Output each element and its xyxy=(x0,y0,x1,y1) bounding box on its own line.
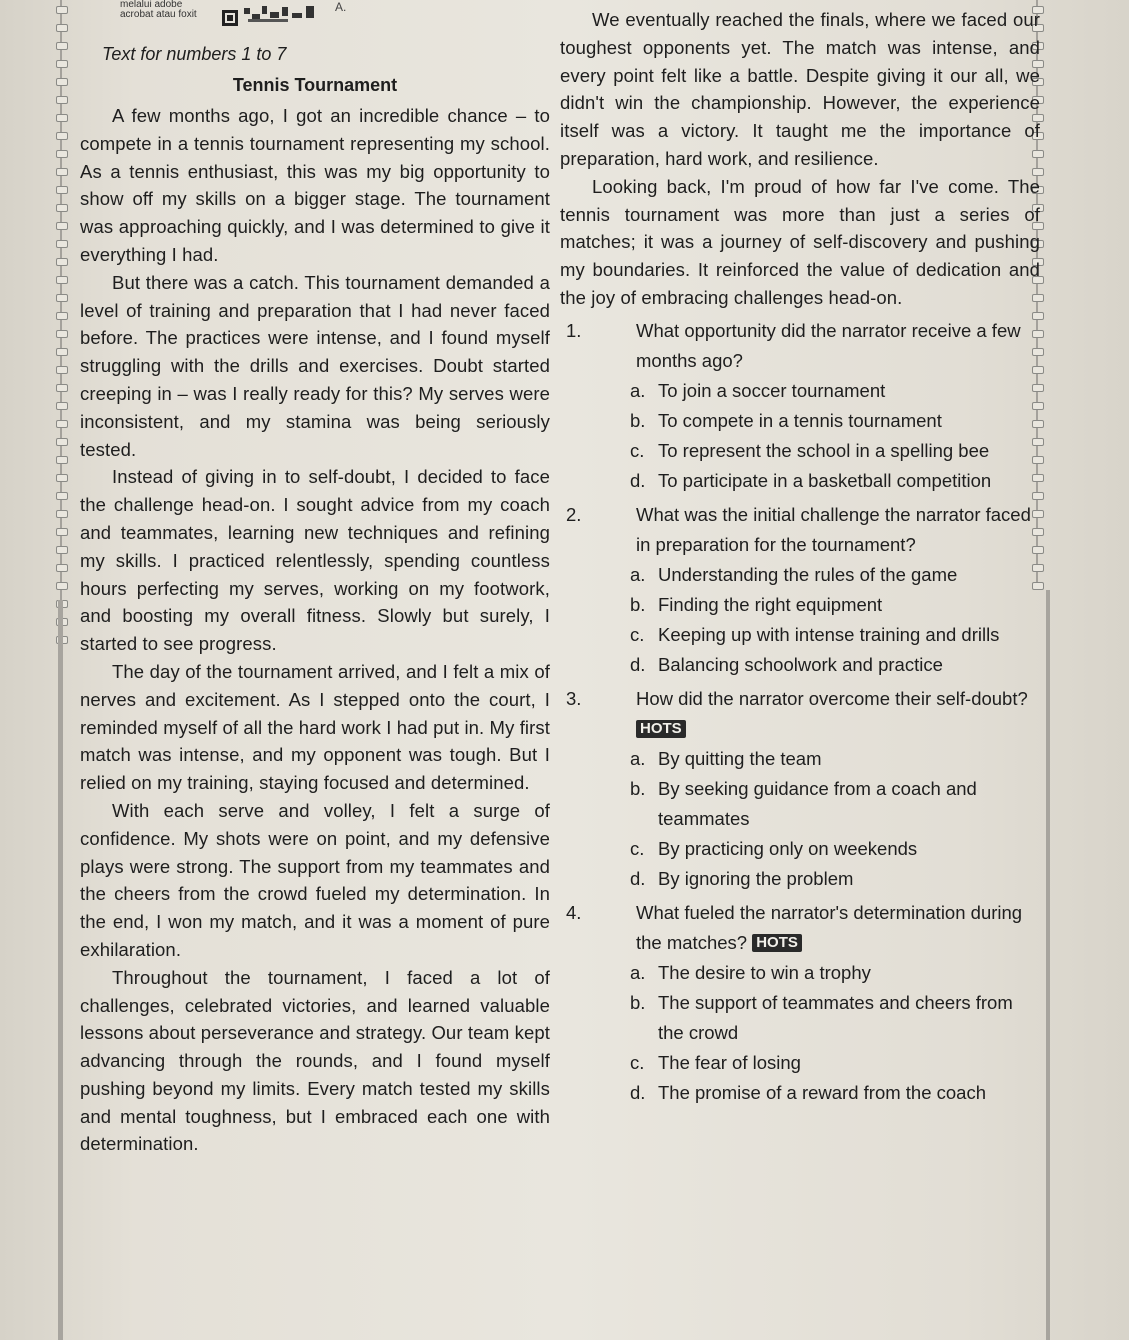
binding-ring xyxy=(56,258,68,266)
option-text: By seeking guidance from a coach and teammates xyxy=(658,777,977,829)
option-letter: a. xyxy=(630,961,646,983)
binding-ring xyxy=(56,60,68,68)
option-text: By practicing only on weekends xyxy=(658,837,918,859)
paragraph-6: Throughout the tournament, I faced a lot of challenges, celebrated victories, and learned valuable lessons about perseverance and strategy. Our team kept advancing through the rounds, and I found myself pushing beyond my limits. Every match tested my skills and mental toughness, but I embraced each one with determination. xyxy=(80,966,550,1155)
answer-option[interactable] xyxy=(560,864,1040,894)
option-text: To represent the school in a spelling bee xyxy=(658,439,990,461)
binding-ring xyxy=(56,276,68,284)
binding-ring xyxy=(56,474,68,482)
option-letter: c. xyxy=(630,439,645,461)
binding-ring xyxy=(56,96,68,104)
paragraph-7: We eventually reached the finals, where we faced our toughest opponents yet. The match was intense, and every point felt like a battle. Despite giving it our all, we didn't win the championship. However, the experience itself was a victory. It taught me the importance of preparation, hard work, and resilience. xyxy=(560,9,1040,169)
header-line-2: acrobat atau foxit xyxy=(120,9,197,20)
question-text: What fueled the narrator's determination during the matches? xyxy=(636,901,1023,953)
paragraph-1: A few months ago, I got an incredible chance – to compete in a tennis tournament representing my school. As a tennis enthusiast, this was my big opportunity to show off my skills on a bigger stage. The tournament was approaching quickly, and I was determined to give it everything I had. xyxy=(80,105,550,265)
answer-option[interactable] xyxy=(560,590,1040,620)
header-corner-mark: A. xyxy=(335,0,347,14)
reading-column-left xyxy=(80,44,550,1158)
answer-option[interactable] xyxy=(560,560,1040,590)
binding-ring xyxy=(56,222,68,230)
binding-ring xyxy=(56,348,68,356)
reading-column-right xyxy=(560,6,1040,1108)
answer-option[interactable] xyxy=(560,376,1040,406)
question-number: 2. xyxy=(566,503,582,525)
answer-option[interactable] xyxy=(560,466,1040,496)
page-edge-left xyxy=(58,600,63,1340)
question-number: 3. xyxy=(566,687,582,709)
answer-option[interactable] xyxy=(560,988,1040,1048)
option-letter: c. xyxy=(630,1051,645,1073)
question-text: How did the narrator overcome their self-doubt? xyxy=(636,687,1028,709)
question-text: What was the initial challenge the narrator faced in preparation for the tournament? xyxy=(636,503,1031,555)
option-letter: a. xyxy=(630,379,646,401)
binding-ring xyxy=(56,546,68,554)
option-text: The fear of losing xyxy=(658,1051,801,1073)
page-header-note xyxy=(120,0,197,20)
option-text: Keeping up with intense training and drills xyxy=(658,623,1000,645)
binding-ring xyxy=(56,240,68,248)
question-number: 4. xyxy=(566,901,582,923)
binding-ring xyxy=(56,402,68,410)
paragraph-4: The day of the tournament arrived, and I felt a mix of nerves and excitement. As I stepped onto the court, I reminded myself of all the hard work I had put in. My first match was intense, and my opponent was tough. But I relied on my training, staying focused and determined. xyxy=(80,660,550,794)
binding-ring xyxy=(56,186,68,194)
option-text: To join a soccer tournament xyxy=(658,379,886,401)
option-letter: a. xyxy=(630,747,646,769)
answer-option[interactable] xyxy=(560,436,1040,466)
question-4 xyxy=(560,898,1040,1108)
binding-ring xyxy=(56,78,68,86)
question-list xyxy=(560,316,1040,1108)
option-letter: d. xyxy=(630,1081,646,1103)
answer-option[interactable] xyxy=(560,958,1040,988)
paragraph-8: Looking back, I'm proud of how far I've come. The tennis tournament was more than just a series of matches; it was a journey of self-discovery and pushing my boundaries. It reinforced the value of dedication and the joy of embracing challenges head-on. xyxy=(560,175,1040,308)
question-2 xyxy=(560,500,1040,680)
binding-ring xyxy=(56,528,68,536)
option-text: By quitting the team xyxy=(658,747,822,769)
option-letter: b. xyxy=(630,409,646,431)
binding-ring xyxy=(56,330,68,338)
option-letter: b. xyxy=(630,593,646,615)
question-3 xyxy=(560,684,1040,894)
article-title: Tennis Tournament xyxy=(232,75,398,95)
binding-ring xyxy=(56,132,68,140)
binding-ring xyxy=(56,168,68,176)
binding-ring xyxy=(56,456,68,464)
binding-ring xyxy=(56,6,68,14)
option-letter: c. xyxy=(630,623,645,645)
binding-ring xyxy=(56,114,68,122)
option-text: The desire to win a trophy xyxy=(658,961,871,983)
header-line-1: melalui adobe xyxy=(120,0,183,10)
binding-ring xyxy=(56,510,68,518)
binding-ring xyxy=(56,42,68,50)
binding-ring xyxy=(56,204,68,212)
option-text: The promise of a reward from the coach xyxy=(658,1081,987,1103)
hots-badge: HOTS xyxy=(636,720,686,738)
question-text: What opportunity did the narrator receive a few months ago? xyxy=(636,319,1021,371)
hots-badge: HOTS xyxy=(752,934,802,952)
answer-option[interactable] xyxy=(560,620,1040,650)
paragraph-3: Instead of giving in to self-doubt, I decided to face the challenge head-on. I sought advice from my coach and teammates, learning new techniques and refining my skills. I practiced relentlessly, spending countless hours perfecting my serves, working on my footwork, and boosting my overall fitness. Slowly but surely, I started to see progress. xyxy=(80,466,550,655)
answer-option[interactable] xyxy=(560,774,1040,834)
option-text: To compete in a tennis tournament xyxy=(658,409,942,431)
question-1 xyxy=(560,316,1040,496)
answer-option[interactable] xyxy=(560,834,1040,864)
binding-ring xyxy=(56,582,68,590)
paragraph-2: But there was a catch. This tournament demanded a level of training and preparation that I had never faced before. The practices were intense, and I found myself struggling with the drills and exercises. Doubt started creeping in – was I really ready for this? My serves were inconsistent, and my stamina was being seriously tested. xyxy=(80,271,550,460)
binding-ring xyxy=(56,438,68,446)
binding-ring xyxy=(56,294,68,302)
option-text: The support of teammates and cheers from the crowd xyxy=(658,991,1013,1043)
page-edge-right xyxy=(1046,590,1050,1340)
option-letter: b. xyxy=(630,777,646,799)
question-number: 1. xyxy=(566,319,582,341)
binding-ring xyxy=(56,24,68,32)
option-text: Balancing schoolwork and practice xyxy=(658,653,943,675)
qr-code-icon xyxy=(222,4,322,26)
binding-ring xyxy=(56,366,68,374)
answer-option[interactable] xyxy=(560,406,1040,436)
binding-ring xyxy=(56,384,68,392)
binding-ring xyxy=(56,420,68,428)
answer-option[interactable] xyxy=(560,744,1040,774)
spiral-binding-left xyxy=(52,0,74,660)
option-letter: d. xyxy=(630,867,646,889)
option-letter: d. xyxy=(630,469,646,491)
option-text: By ignoring the problem xyxy=(658,867,854,889)
paragraph-5: With each serve and volley, I felt a surge of confidence. My shots were on point, and my defensive plays were strong. The support from my teammates and the cheers from the crowd fueled my determination. In the end, I won my match, and it was a moment of pure exhilaration. xyxy=(80,799,550,960)
answer-option[interactable] xyxy=(560,650,1040,680)
binding-ring xyxy=(56,312,68,320)
option-letter: b. xyxy=(630,991,646,1013)
binding-ring xyxy=(56,150,68,158)
option-text: Understanding the rules of the game xyxy=(658,563,958,585)
answer-option[interactable] xyxy=(560,1048,1040,1078)
option-letter: d. xyxy=(630,653,646,675)
binding-ring xyxy=(56,492,68,500)
option-letter: a. xyxy=(630,563,646,585)
section-title: Text for numbers 1 to 7 xyxy=(102,44,287,64)
binding-ring xyxy=(56,564,68,572)
option-text: To participate in a basketball competition xyxy=(658,469,992,491)
option-letter: c. xyxy=(630,837,645,859)
answer-option[interactable] xyxy=(560,1078,1040,1108)
option-text: Finding the right equipment xyxy=(658,593,883,615)
